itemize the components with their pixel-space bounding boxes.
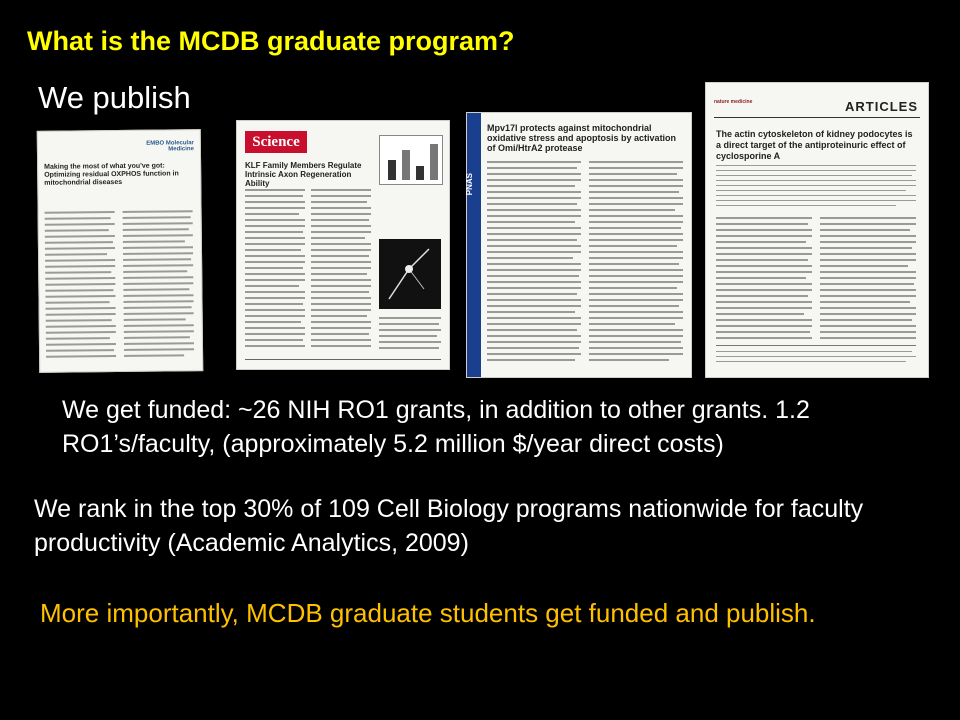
student-funding-statement: More importantly, MCDB graduate students get funded and publish.: [40, 598, 816, 628]
paper-micrograph: [379, 239, 441, 309]
header-rule: [714, 117, 920, 118]
section-label: ARTICLES: [845, 99, 918, 114]
paper-figure: [379, 135, 443, 185]
paper-thumbnail-nature-medicine: [705, 82, 929, 378]
paper-headline: KLF Family Members Regulate Intrinsic Axon Regeneration Ability: [245, 161, 362, 188]
paper-headline: Making the most of what you've got: Optimizing residual OXPHOS function in mitochondrial diseases: [44, 162, 179, 187]
slide-title: What is the MCDB graduate program?: [27, 26, 515, 56]
paper-headline: Mpv17l protects against mitochondrial oxidative stress and apoptosis by activation of Omi/HtrA2 protease: [487, 123, 677, 153]
paper-body-text: [38, 130, 200, 132]
bar-figure: [380, 136, 442, 184]
journal-logo: EMBO Molecular Medicine: [146, 140, 194, 153]
ranking-statement: We rank in the top 30% of 109 Cell Biology programs nationwide for faculty productivity (Academic Analytics, 2009): [34, 495, 864, 557]
paper-thumbnail-science: [236, 120, 450, 370]
pnas-side-band: [467, 113, 481, 377]
funding-statement: We get funded: ~26 NIH RO1 grants, in addition to other grants. 1.2 RO1’s/faculty, (approximately 5.2 million $/year direct costs): [62, 396, 810, 458]
pnas-logo: PNAS: [465, 173, 474, 196]
slide-subtitle: We publish: [38, 80, 191, 115]
paper-headline: The actin cytoskeleton of kidney podocytes is a direct target of the antiproteinuric effect of cyclosporine A: [716, 129, 913, 161]
journal-logo: nature medicine: [714, 99, 753, 105]
paper-thumbnail-embo: [37, 129, 204, 373]
neuron-image: [379, 239, 441, 309]
science-logo: Science: [245, 131, 307, 153]
paper-thumbnail-pnas: [466, 112, 692, 378]
